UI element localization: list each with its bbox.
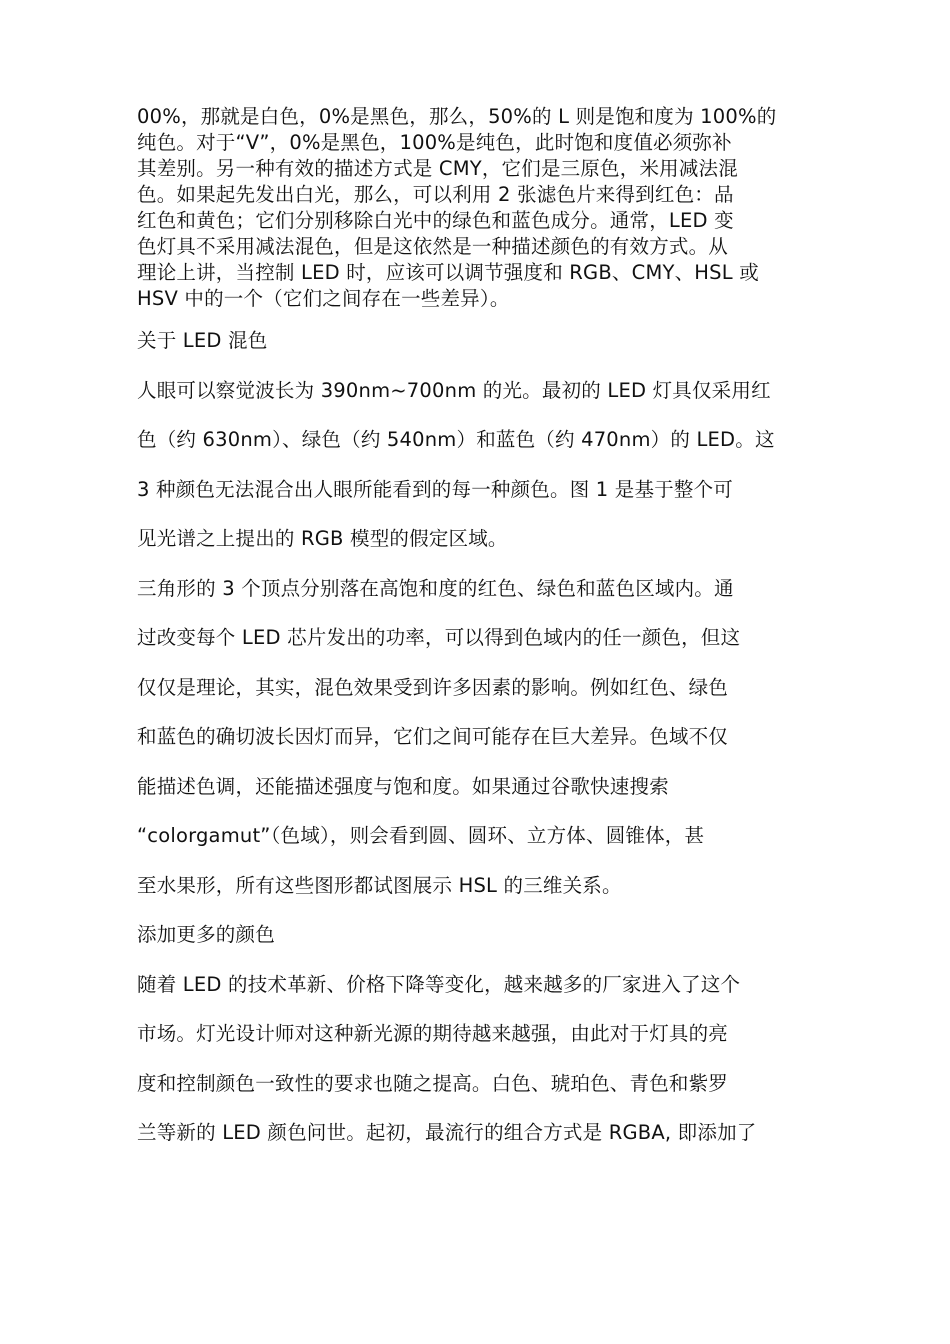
text-line: 度和控制颜色一致性的要求也随之提高。白色、琥珀色、青色和紫罗 [137,1071,729,1095]
paragraph-color-models [137,104,827,312]
section-led-mixing [137,316,827,1158]
text-line: 市场。灯光设计师对这种新光源的期待越来越强，由此对于灯具的亮 [137,1022,729,1045]
section-heading: 添加更多的颜色 [137,923,275,946]
text-line: “colorgamut”（色域），则会看到圆、圆环、立方体、圆锥体，甚 [137,824,705,847]
text-line: 人眼可以察觉波长为 390nm~700nm 的光。最初的 LED 灯具仅采用红 [137,378,771,402]
text-line: 理论上讲，当控制 LED 时，应该可以调节强度和 RGB、CMY、HSL 或 [137,261,759,284]
text-line: 兰等新的 LED 颜色问世。起初，最流行的组合方式是 RGBA, 即添加了 [137,1121,757,1144]
text-line: 见光谱之上提出的 RGB 模型的假定区域。 [137,527,508,550]
text-line: 其差别。另一种有效的描述方式是 CMY，它们是三原色，米用减法混 [137,157,738,180]
text-line: 三角形的 3 个顶点分别落在高饱和度的红色、绿色和蓝色区域内。通 [137,576,734,600]
text-line: 能描述色调，还能描述强度与饱和度。如果通过谷歌快速搜索 [137,774,669,798]
text-line: 纯色。对于“V”，0%是黑色，100%是纯色，此时饱和度值必须弥补 [137,131,732,154]
document-page [137,104,827,1158]
text-line: 色。如果起先发出白光，那么，可以利用 2 张滤色片来得到红色：品 [137,183,734,206]
text-line: 红色和黄色；它们分别移除白光中的绿色和蓝色成分。通常，LED 变 [137,209,734,232]
text-line: 和蓝色的确切波长因灯而异，它们之间可能存在巨大差异。色域不仅 [137,725,729,748]
section-heading: 关于 LED 混色 [137,329,268,352]
text-line: 随着 LED 的技术革新、价格下降等变化，越来越多的厂家进入了这个 [137,972,741,996]
text-line: 过改变每个 LED 芯片发出的功率，可以得到色域内的任一颜色，但这 [137,626,741,649]
text-line: 色灯具不采用减法混色，但是这依然是一种描述颜色的有效方式。从 [137,235,729,258]
text-line: 3 种颜色无法混合出人眼所能看到的每一种颜色。图 1 是基于整个可 [137,477,734,501]
text-line: 至水果形，所有这些图形都试图展示 HSL 的三维关系。 [137,873,622,897]
text-line: 00%，那就是白色，0%是黑色，那么，50%的 L 则是饱和度为 100%的 [137,105,777,128]
text-line: 仅仅是理论，其实，混色效果受到许多因素的影响。例如红色、绿色 [137,675,729,699]
text-line: 色（约 630nm）、绿色（约 540nm）和蓝色（约 470nm）的 LED。这 [137,428,775,451]
text-line: HSV 中的一个（它们之间存在一些差异）。 [137,287,510,310]
